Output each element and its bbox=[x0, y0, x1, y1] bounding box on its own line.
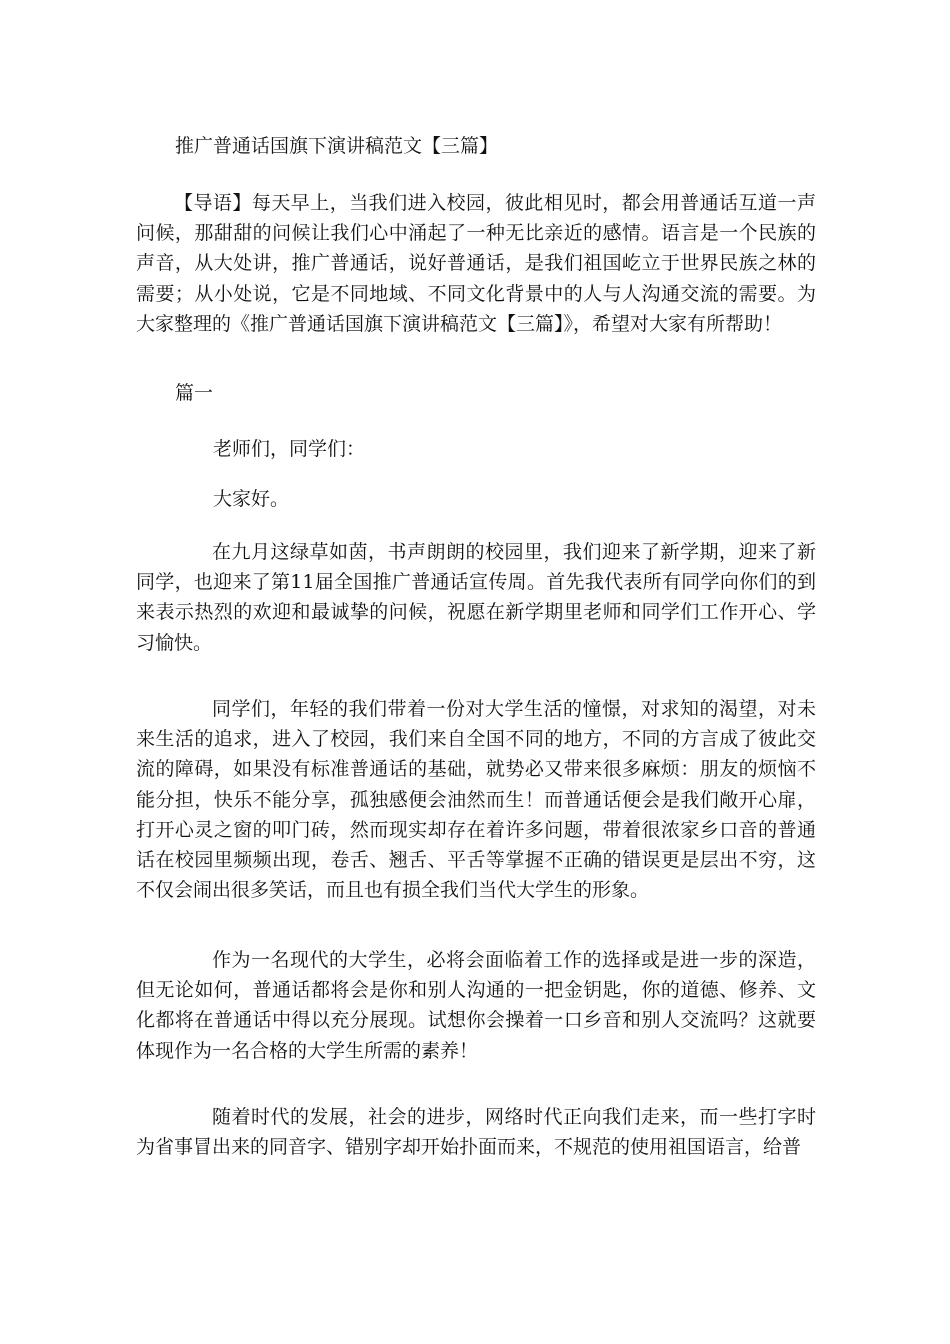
body-paragraph-3: 作为一名现代的大学生，必将会面临着工作的选择或是进一步的深造，但无论如何，普通话都将会是你和别人沟通的一把金钥匙，你的道德、修养、文化都将在普通话中得以充分展现。试想你会操着一口乡音和别人交流吗？这就要体现作为一名合格的大学生所需的素养！ bbox=[136, 949, 816, 1062]
body-paragraph-1: 在九月这绿草如茵，书声朗朗的校园里，我们迎来了新学期，迎来了新同学，也迎来了第11届全国推广普通话宣传周。首先我代表所有同学向你们的到来表示热烈的欢迎和最诚挚的问候，祝愿在新学期里老师和同学们工作开心、学习愉快。 bbox=[136, 541, 816, 654]
body-paragraph-2: 同学们，年轻的我们带着一份对大学生活的憧憬，对求知的渴望，对未来生活的追求，进入了校园，我们来自全国不同的地方，不同的方言成了彼此交流的障碍，如果没有标准普通话的基础，就势必又带来很多麻烦：朋友的烦恼不能分担，快乐不能分享，孤独感便会油然而生！而普通话便会是我们敞开心扉，打开心灵之窗的叩门砖，然而现实却存在着许多问题，带着很浓家乡口音的普通话在校园里频频出现，卷舌、翘舌、平舌等掌握不正确的错误更是层出不穷，这不仅会闹出很多笑话，而且也有损全我们当代大学生的形象。 bbox=[136, 698, 816, 902]
section-heading: 篇一 bbox=[175, 382, 214, 404]
document-title: 推广普通话国旗下演讲稿范文【三篇】 bbox=[175, 135, 499, 157]
greeting: 大家好。 bbox=[213, 488, 290, 510]
body-paragraph-4: 随着时代的发展，社会的进步，网络时代正向我们走来，而一些打字时为省事冒出来的同音字、错别字却开始扑面而来，不规范的使用祖国语言，给普 bbox=[136, 1106, 816, 1159]
intro-paragraph: 【导语】每天早上，当我们进入校园，彼此相见时，都会用普通话互道一声问候，那甜甜的问候让我们心中涌起了一种无比亲近的感情。语言是一个民族的声音，从大处讲，推广普通话，说好普通话，是我们祖国屹立于世界民族之林的需要；从小处说，它是不同地域、不同文化背景中的人与人沟通交流的需要。为大家整理的《推广普通话国旗下演讲稿范文【三篇】》，希望对大家有所帮助！ bbox=[136, 192, 816, 335]
salutation: 老师们，同学们： bbox=[213, 438, 366, 460]
